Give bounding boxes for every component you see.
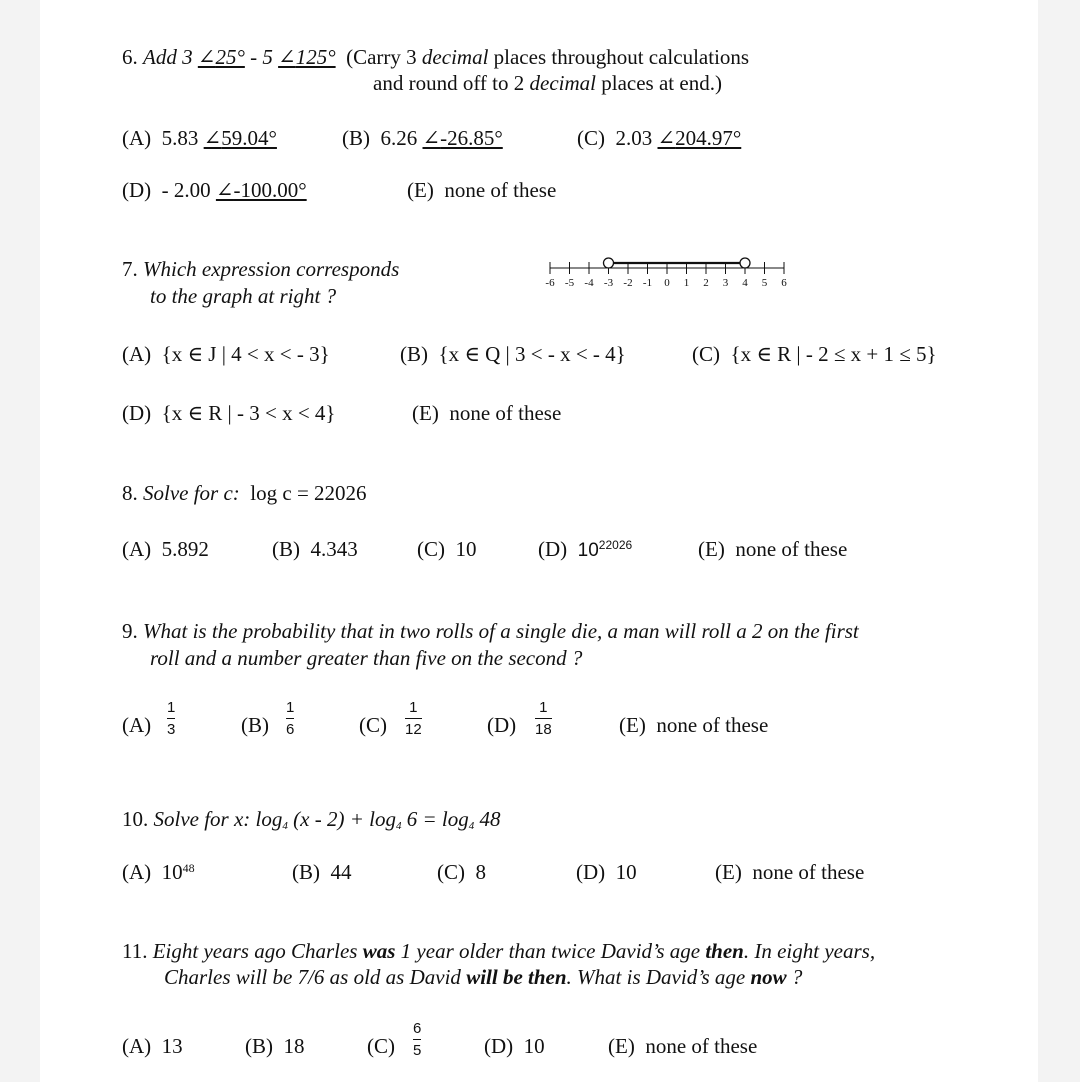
q9-prompt-line2: roll and a number greater than five on the second ? <box>150 646 583 670</box>
tick-label: 2 <box>703 277 709 289</box>
q9-option-c-fraction[interactable]: 1 12 <box>405 699 422 739</box>
q9-option-d-letter[interactable]: (D) <box>487 713 517 737</box>
tick-label: -5 <box>564 277 575 289</box>
q9-option-e[interactable]: (E) none of these <box>619 713 769 737</box>
open-endpoint-left <box>604 258 614 268</box>
tick-label: 1 <box>683 277 690 289</box>
q6-prompt-line2: and round off to 2 decimal places at end.) <box>373 71 722 95</box>
q10-option-e[interactable]: (E) none of these <box>715 860 865 884</box>
tick-label: 4 <box>742 277 748 289</box>
q8-option-d[interactable]: (D) $10^{22026}$ <box>538 537 633 561</box>
tick-label: -2 <box>623 277 633 289</box>
q11-option-c-letter[interactable]: (C) <box>367 1034 395 1058</box>
q9-option-c-letter[interactable]: (C) <box>359 713 387 737</box>
angle-symbol: ∠25° <box>197 45 245 69</box>
tick-label: -3 <box>603 277 614 289</box>
number-line <box>545 258 787 289</box>
q8-option-e[interactable]: (E) none of these <box>698 537 848 561</box>
number-line-graph <box>540 252 804 294</box>
q11-option-b[interactable]: (B) 18 <box>245 1034 305 1058</box>
tick-label: 5 <box>761 277 768 289</box>
q11-prompt-line2: Charles will be 7/6 as old as David will be then. What is David’s age now ? <box>164 965 803 989</box>
q6-option-c[interactable]: (C) 2.03 ∠204.97° <box>577 126 742 150</box>
tick-label: -4 <box>584 277 594 289</box>
q8-prompt: 8. Solve for c: log c = 22026 <box>122 481 367 505</box>
tick-label: 0 <box>664 277 670 289</box>
q9-option-b-letter[interactable]: (B) <box>241 713 269 737</box>
q6-option-e[interactable]: (E) none of these <box>407 178 557 202</box>
q8-option-b[interactable]: (B) 4.343 <box>272 537 358 561</box>
q6-option-b[interactable]: (B) 6.26 ∠-26.85° <box>342 126 503 150</box>
q9-option-d-fraction[interactable]: 1 18 <box>535 699 552 739</box>
q6-prompt: 6. Add 3 ∠25° - 5 ∠125° (Carry 3 decimal places throughout calculations <box>122 45 750 69</box>
q7-option-d[interactable]: (D) {x ∈ R | - 3 < x < 4} <box>122 401 336 425</box>
document-page <box>40 0 1038 1082</box>
q6-option-d[interactable]: (D) - 2.00 ∠-100.00° <box>122 178 307 202</box>
q11-option-e[interactable]: (E) none of these <box>608 1034 758 1058</box>
q10-option-d[interactable]: (D) 10 <box>576 860 637 884</box>
q11-prompt: 11. Eight years ago Charles was 1 year older than twice David’s age then. In eight years, <box>122 939 876 963</box>
tick-label: 6 <box>781 277 787 289</box>
q10-prompt: 10. Solve for x: $\log_4 (x - 2) + \log_4 6 = \log_4 48$ <box>122 807 501 832</box>
q9-option-a-letter[interactable]: (A) <box>122 713 152 737</box>
q9-option-b-fraction[interactable]: 1 6 <box>286 699 295 739</box>
q7-option-c[interactable]: (C) {x ∈ R | - 2 ≤ x + 1 ≤ 5} <box>692 342 937 366</box>
q8-option-a[interactable]: (A) 5.892 <box>122 537 209 561</box>
q7-prompt: 7. Which expression corresponds <box>122 257 400 281</box>
q9-prompt: 9. What is the probability that in two rolls of a single die, a man will roll a 2 on the first <box>122 619 859 643</box>
q11-option-c-fraction[interactable]: 6 5 <box>413 1020 422 1060</box>
q11-option-d[interactable]: (D) 10 <box>484 1034 545 1058</box>
tick-label: 3 <box>722 277 729 289</box>
q10-option-b[interactable]: (B) 44 <box>292 860 352 884</box>
q10-option-c[interactable]: (C) 8 <box>437 860 486 884</box>
q8-option-c[interactable]: (C) 10 <box>417 537 477 561</box>
q11-option-a[interactable]: (A) 13 <box>122 1034 183 1058</box>
tick-label: -1 <box>642 277 653 289</box>
q7-option-e[interactable]: (E) none of these <box>412 401 562 425</box>
q7-option-b[interactable]: (B) {x ∈ Q | 3 < - x < - 4} <box>400 342 626 366</box>
q6-option-a[interactable]: (A) 5.83 ∠59.04° <box>122 126 277 150</box>
angle-symbol: ∠125° <box>278 45 336 69</box>
open-endpoint-right <box>740 258 750 268</box>
q7-option-a[interactable]: (A) {x ∈ J | 4 < x < - 3} <box>122 342 330 366</box>
q9-option-a-fraction[interactable]: 1 3 <box>167 699 176 739</box>
q7-prompt-line2: to the graph at right ? <box>150 284 337 308</box>
tick-label: -6 <box>545 277 555 289</box>
q10-option-a[interactable]: (A) $10^{48}$ <box>122 860 195 884</box>
